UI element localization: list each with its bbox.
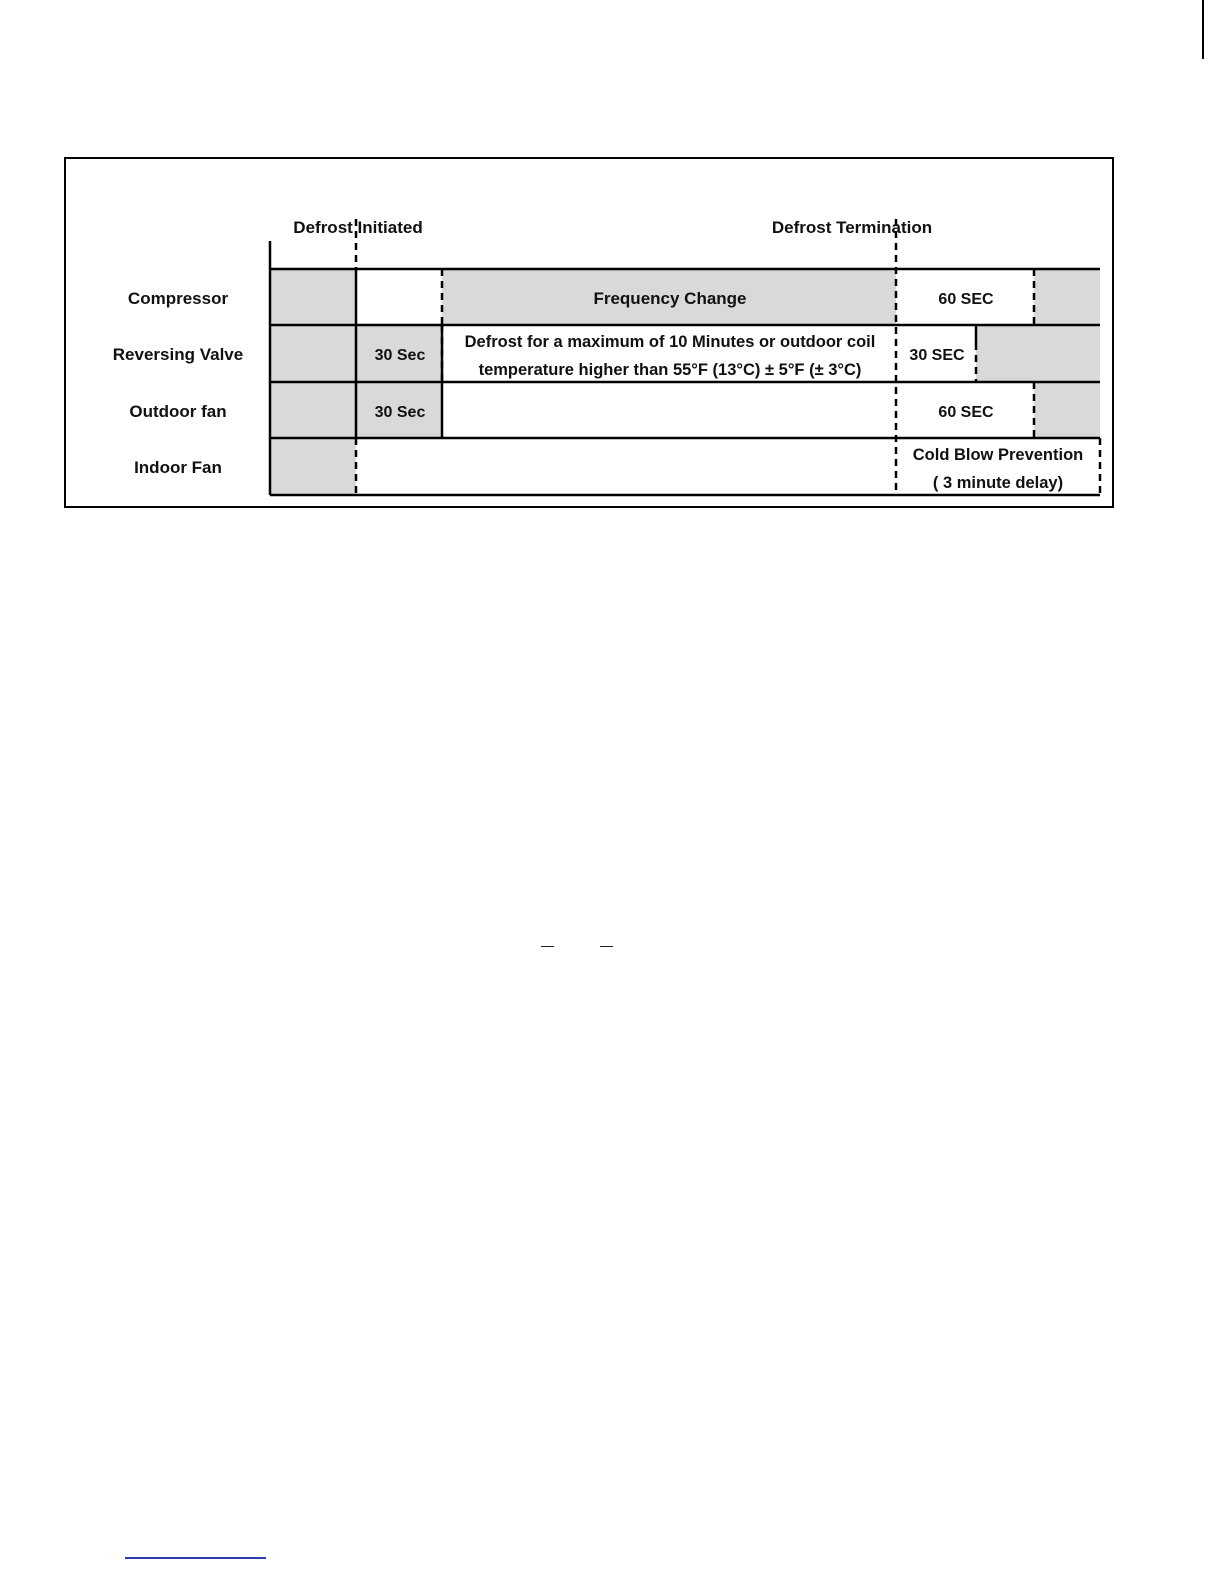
cold-blow-delay-text: ( 3 minute delay)	[932, 474, 1064, 492]
defrost-timing-diagram	[64, 157, 1114, 508]
valve-30sec-text: 30 Sec	[374, 347, 426, 364]
footnote-separator	[125, 1557, 266, 1559]
defrost-termination-label: Defrost Termination	[771, 218, 933, 237]
fan-post-block	[1034, 382, 1100, 438]
compressor-pre-block	[270, 269, 356, 325]
fan-60sec-text: 60 SEC	[938, 404, 994, 421]
row-label-outdoor-fan: Outdoor fan	[129, 402, 227, 421]
fan-30sec-text: 30 Sec	[374, 404, 426, 421]
valve-pre-block	[270, 325, 356, 382]
valve-defrost-text-line2: temperature higher than 55°F (13°C) ± 5°F (± 3°C)	[478, 361, 862, 379]
compressor-frequency-change-text: Frequency Change	[593, 289, 747, 308]
valve-30sec-after-text: 30 SEC	[909, 347, 965, 364]
valve-post-block	[976, 325, 1100, 382]
row-label-indoor-fan: Indoor Fan	[134, 458, 222, 477]
stray-underscore-mark	[541, 946, 554, 947]
valve-defrost-text-line1: Defrost for a maximum of 10 Minutes or outdoor coil	[464, 333, 876, 351]
fan-pre-block	[270, 382, 356, 438]
indoor-pre-block	[270, 438, 356, 495]
defrost-initiated-label: Defrost Initiated	[293, 218, 423, 237]
cold-blow-prevention-text: Cold Blow Prevention	[912, 446, 1084, 464]
row-label-compressor: Compressor	[127, 289, 229, 308]
compressor-60sec-text: 60 SEC	[938, 291, 994, 308]
row-label-reversing-valve: Reversing Valve	[112, 345, 244, 364]
stray-underscore-mark	[600, 946, 613, 947]
page-edge-rule	[1202, 0, 1204, 59]
compressor-post-block	[1034, 269, 1100, 325]
timing-chart	[66, 159, 1116, 510]
